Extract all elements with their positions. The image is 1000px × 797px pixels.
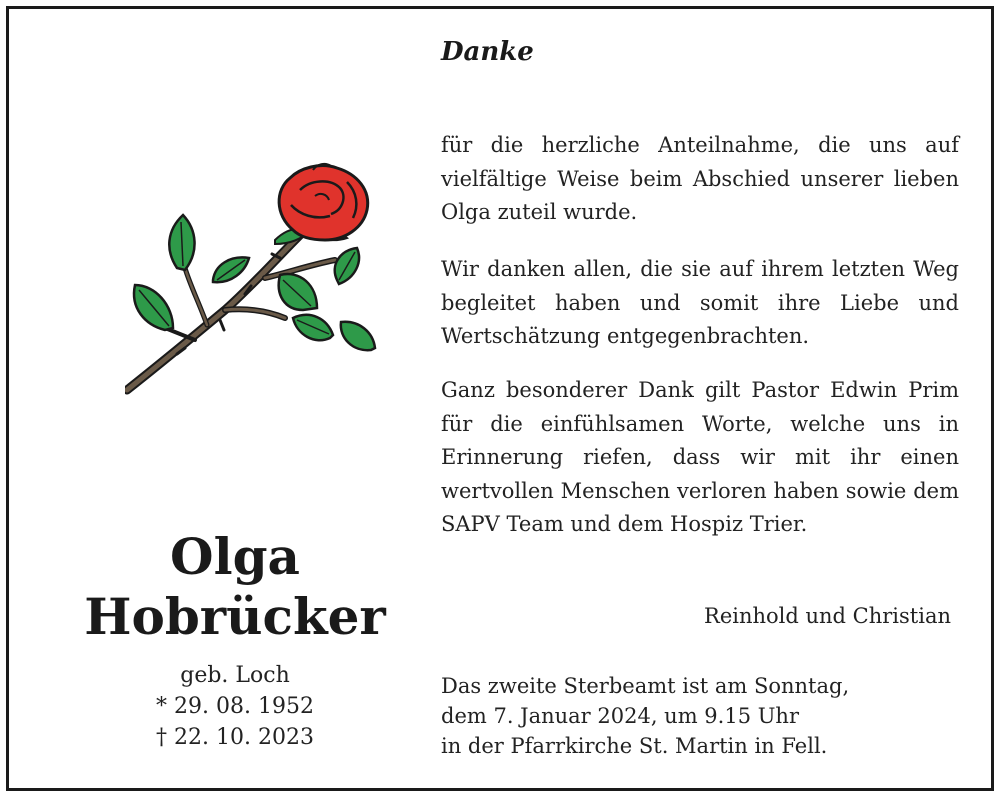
service-line-1: Das zweite Sterbeamt ist am Sonntag, — [441, 674, 850, 698]
thanks-paragraph-3: Ganz besonderer Dank gilt Pastor Edwin Prim für die einfühlsamen Worte, welche uns in Erinnerung riefen, dass wir mit ihr einen wertvollen Menschen verloren haben sowie dem SAPV Team und dem Hospiz Trier. — [441, 378, 959, 536]
right-column — [441, 0, 959, 797]
thanks-heading: Danke — [441, 37, 534, 67]
first-name: Olga — [170, 527, 300, 586]
signature: Reinhold und Christian — [704, 604, 951, 628]
service-announcement — [441, 671, 959, 761]
left-column — [40, 0, 430, 797]
rose-icon — [125, 160, 385, 400]
last-name: Hobrücker — [84, 587, 386, 646]
service-line-3: in der Pfarrkirche St. Martin in Fell. — [441, 734, 828, 758]
service-line-2: dem 7. Januar 2024, um 9.15 Uhr — [441, 704, 799, 728]
life-dates — [40, 660, 430, 753]
deceased-name — [40, 527, 430, 647]
thanks-paragraph-1: für die herzliche Anteilnahme, die uns auf vielfältige Weise beim Abschied unserer lieben Olga zuteil wurde. — [441, 133, 959, 224]
birth-name: geb. Loch — [180, 663, 290, 688]
birth-date: * 29. 08. 1952 — [156, 694, 314, 719]
thanks-paragraph-2: Wir danken allen, die sie auf ihrem letzten Weg begleitet haben und somit ihre Liebe und Wertschätzung entgegenbrachten. — [441, 257, 959, 348]
death-date: † 22. 10. 2023 — [156, 725, 314, 750]
